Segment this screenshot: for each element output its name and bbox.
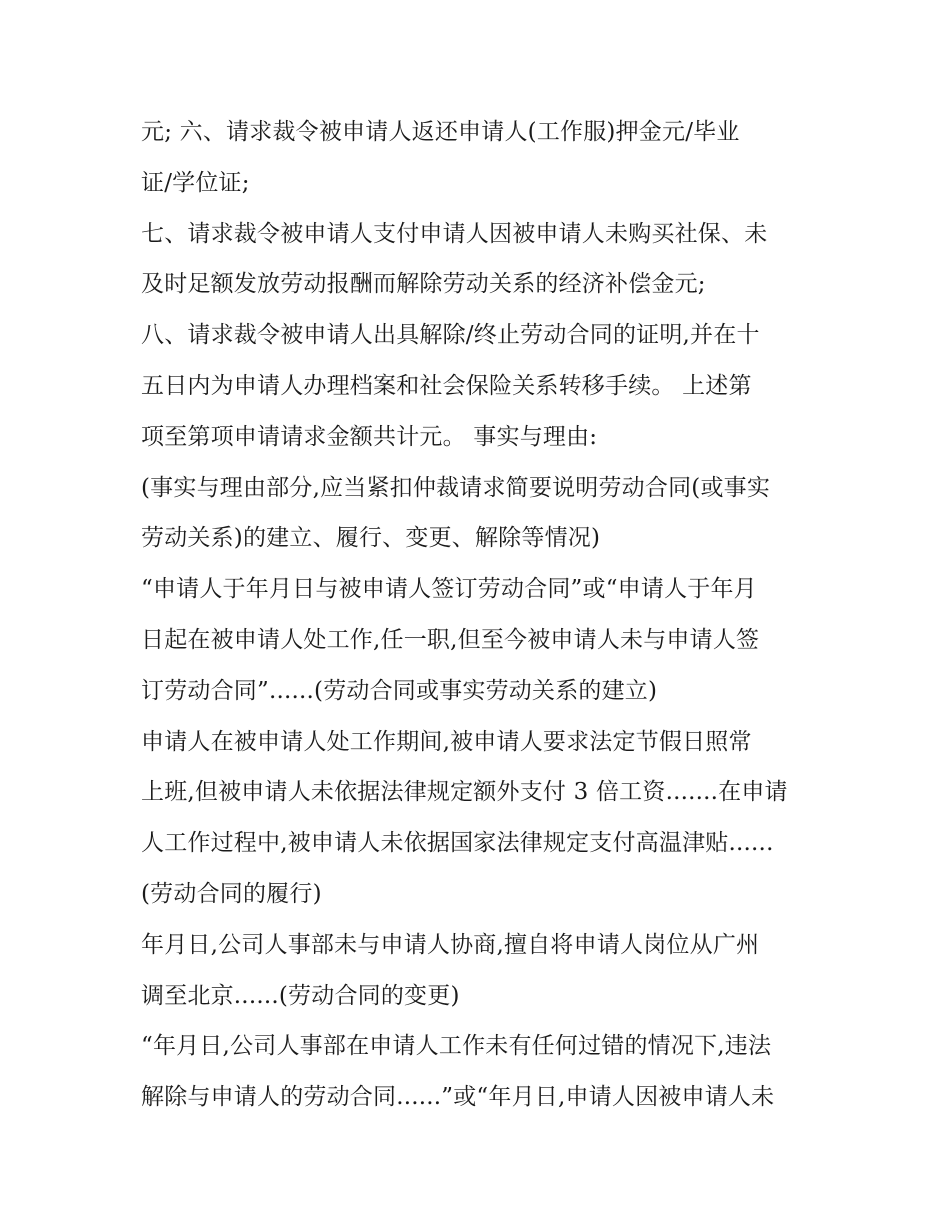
text-line: 八、请求裁令被申请人出具解除/终止劳动合同的证明,并在十: [141, 322, 760, 349]
text-line: 及时足额发放劳动报酬而解除劳动关系的经济补偿金元;: [141, 271, 706, 298]
text-line: 上班,但被申请人未依据法律规定额外支付 3 倍工资.......在申请: [141, 779, 788, 806]
text-line: “申请人于年月日与被申请人签订劳动合同”或“申请人于年月: [141, 576, 757, 603]
text-line: 订劳动合同”......(劳动合同或事实劳动关系的建立): [141, 677, 658, 704]
text-line: 调至北京......(劳动合同的变更): [141, 982, 460, 1009]
text-line: 七、请求裁令被申请人支付申请人因被申请人未购买社保、未: [141, 220, 768, 247]
text-line: 项至第项申请请求金额共计元。 事实与理由:: [141, 423, 598, 450]
text-line: 解除与申请人的劳动合同......”或“年月日,申请人因被申请人未: [141, 1084, 775, 1111]
text-line: 日起在被申请人处工作,任一职,但至今被申请人未与申请人签: [141, 626, 760, 653]
text-line: “年月日,公司人事部在申请人工作未有任何过错的情况下,违法: [141, 1033, 772, 1060]
text-line: 年月日,公司人事部未与申请人协商,擅自将申请人岗位从广州: [141, 931, 760, 958]
document-body: [141, 107, 813, 1123]
text-line: 五日内为申请人办理档案和社会保险关系转移手续。 上述第: [141, 372, 752, 399]
text-line: 申请人在被申请人处工作期间,被申请人要求法定节假日照常: [141, 728, 752, 755]
text-line: (事实与理由部分,应当紧扣仲裁请求简要说明劳动合同(或事实: [141, 474, 771, 501]
text-line: 人工作过程中,被申请人未依据国家法律规定支付高温津贴......: [141, 830, 774, 857]
text-line: 证/学位证;: [141, 169, 250, 196]
text-line: 元; 六、请求裁令被申请人返还申请人(工作服)押金元/毕业: [141, 119, 740, 145]
text-line: 劳动关系)的建立、履行、变更、解除等情况): [141, 525, 601, 552]
text-line: (劳动合同的履行): [141, 880, 322, 907]
